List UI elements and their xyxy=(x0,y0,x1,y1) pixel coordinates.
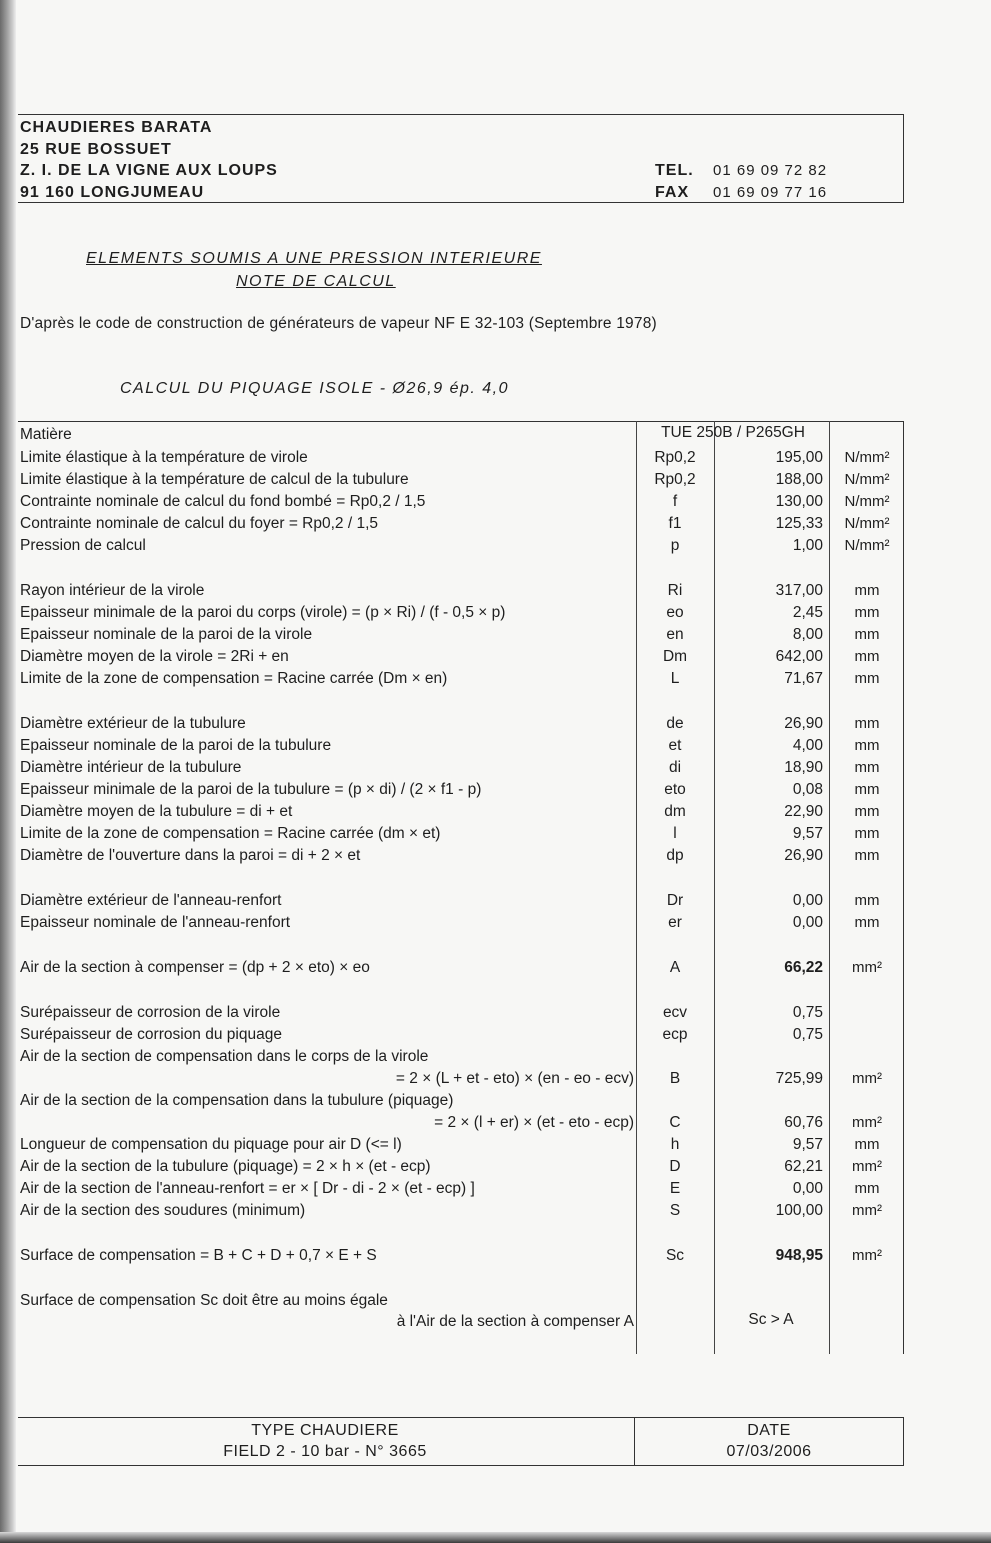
row-label: Air de la section à compenser = (dp + 2 × eto) × eo xyxy=(20,959,370,976)
row-symbol: Ri xyxy=(667,582,683,599)
document-subtitle: NOTE DE CALCUL xyxy=(236,273,396,290)
row-value: 9,57 xyxy=(792,1136,823,1153)
row-symbol: l xyxy=(673,825,677,842)
row-label: Diamètre extérieur de la tubulure xyxy=(20,715,246,732)
row-unit: N/mm² xyxy=(844,493,890,510)
row-label: Air de la section de l'anneau-renfort = er × [ Dr - di - 2 × (et - ecp) ] xyxy=(20,1180,475,1197)
fax-label: FAX xyxy=(655,184,690,201)
row-symbol: de xyxy=(666,715,684,732)
row-value: 4,00 xyxy=(792,737,823,754)
row-symbol: Sc xyxy=(665,1247,685,1264)
row-symbol: D xyxy=(669,1158,681,1175)
column-divider-unit xyxy=(829,421,830,1354)
row-unit: mm xyxy=(854,1136,880,1153)
tel-number: 01 69 09 72 82 xyxy=(713,162,828,179)
row-unit: mm xyxy=(854,648,880,665)
row-unit: N/mm² xyxy=(844,449,890,466)
row-label: Epaisseur nominale de l'anneau-renfort xyxy=(20,914,291,931)
material-value: TUE 250B / P265GH xyxy=(661,424,805,441)
row-unit: mm xyxy=(854,604,880,621)
header-top-rule xyxy=(18,114,904,115)
row-label: Limite de la zone de compensation = Racine carrée (dm × et) xyxy=(20,825,441,842)
row-label: Diamètre moyen de la tubulure = di + et xyxy=(20,803,293,820)
row-label: Air de la section de compensation dans le corps de la virole xyxy=(20,1048,429,1065)
row-symbol: er xyxy=(668,914,682,931)
row-value: 125,33 xyxy=(775,515,823,532)
row-symbol: eto xyxy=(664,781,686,798)
row-value: 1,00 xyxy=(792,537,823,554)
calculation-title: CALCUL DU PIQUAGE ISOLE - Ø26,9 ép. 4,0 xyxy=(120,380,510,397)
fax-number: 01 69 09 77 16 xyxy=(713,184,828,201)
row-label: Epaisseur minimale de la paroi de la tubulure = (p × di) / (2 × f1 - p) xyxy=(20,781,482,798)
row-symbol: B xyxy=(669,1070,681,1087)
row-unit: mm² xyxy=(852,1202,882,1219)
row-unit: mm xyxy=(854,914,880,931)
row-unit: mm xyxy=(854,737,880,754)
row-symbol: dm xyxy=(664,803,686,820)
company-street: 25 RUE BOSSUET xyxy=(20,141,172,158)
row-value: 0,75 xyxy=(792,1026,823,1043)
row-unit: mm xyxy=(854,781,880,798)
conclusion-result: Sc > A xyxy=(748,1311,794,1328)
row-value: 0,00 xyxy=(792,892,823,909)
row-unit: mm² xyxy=(852,1114,882,1131)
row-symbol: C xyxy=(669,1114,681,1131)
row-value: 195,00 xyxy=(775,449,823,466)
row-label: Rayon intérieur de la virole xyxy=(20,582,205,599)
standard-reference: D'après le code de construction de générateurs de vapeur NF E 32-103 (Septembre 1978) xyxy=(20,315,657,332)
row-unit: N/mm² xyxy=(844,515,890,532)
row-value: 60,76 xyxy=(784,1114,823,1131)
row-unit: mm xyxy=(854,670,880,687)
row-unit: mm² xyxy=(852,959,882,976)
row-unit: mm xyxy=(854,847,880,864)
row-unit: mm xyxy=(854,759,880,776)
row-value: 9,57 xyxy=(792,825,823,842)
row-value: 62,21 xyxy=(784,1158,823,1175)
row-label: Diamètre moyen de la virole = 2Ri + en xyxy=(20,648,289,665)
row-formula: = 2 × (l + er) × (et - eto - ecp) xyxy=(434,1114,634,1131)
row-value: 0,08 xyxy=(792,781,823,798)
row-label: Pression de calcul xyxy=(20,537,146,554)
page-binding-shadow xyxy=(0,0,16,1543)
row-unit: N/mm² xyxy=(844,471,890,488)
page-bottom-shadow xyxy=(0,1532,991,1543)
row-symbol: h xyxy=(670,1136,680,1153)
row-value: 8,00 xyxy=(792,626,823,643)
material-label: Matière xyxy=(20,426,72,443)
row-unit: mm xyxy=(854,1180,880,1197)
row-value: 725,99 xyxy=(775,1070,823,1087)
row-value: 100,00 xyxy=(775,1202,823,1219)
row-value: 642,00 xyxy=(775,648,823,665)
row-symbol: di xyxy=(668,759,682,776)
row-symbol: eo xyxy=(666,604,684,621)
row-value: 188,00 xyxy=(775,471,823,488)
tel-label: TEL. xyxy=(655,162,694,179)
row-symbol: p xyxy=(670,537,680,554)
row-unit: mm² xyxy=(852,1158,882,1175)
row-label: Air de la section de la tubulure (piquage) = 2 × h × (et - ecp) xyxy=(20,1158,431,1175)
row-unit: mm xyxy=(854,626,880,643)
company-city: 91 160 LONGJUMEAU xyxy=(20,184,205,201)
row-value: 22,90 xyxy=(784,803,823,820)
row-symbol: Rp0,2 xyxy=(654,471,696,488)
row-value: 0,00 xyxy=(792,914,823,931)
row-label: Epaisseur minimale de la paroi du corps (virole) = (p × Ri) / (f - 0,5 × p) xyxy=(20,604,506,621)
row-label: Longueur de compensation du piquage pour air D (<= l) xyxy=(20,1136,402,1153)
row-formula: = 2 × (L + et - eto) × (en - eo - ecv) xyxy=(395,1070,634,1087)
footer-right-border xyxy=(903,1417,904,1465)
row-unit: mm² xyxy=(852,1247,882,1264)
row-symbol: en xyxy=(666,626,684,643)
row-label: Limite élastique à la température de calcul de la tubulure xyxy=(20,471,409,488)
row-value: 66,22 xyxy=(784,959,823,976)
row-value: 0,00 xyxy=(792,1180,823,1197)
row-value: 18,90 xyxy=(784,759,823,776)
row-label: Surface de compensation = B + C + D + 0,7 × E + S xyxy=(20,1247,377,1264)
row-unit: mm xyxy=(854,892,880,909)
row-value: 948,95 xyxy=(775,1247,823,1264)
row-value: 130,00 xyxy=(775,493,823,510)
row-symbol: A xyxy=(669,959,681,976)
row-symbol: Rp0,2 xyxy=(654,449,696,466)
row-value: 71,67 xyxy=(784,670,823,687)
header-right-border xyxy=(903,114,904,202)
row-symbol: ecp xyxy=(662,1026,688,1043)
document-title: ELEMENTS SOUMIS A UNE PRESSION INTERIEURE xyxy=(86,250,542,267)
row-value: 0,75 xyxy=(792,1004,823,1021)
row-symbol: Dm xyxy=(662,648,688,665)
row-unit: mm xyxy=(854,582,880,599)
row-label: Limite élastique à la température de virole xyxy=(20,449,308,466)
company-zone: Z. I. DE LA VIGNE AUX LOUPS xyxy=(20,162,278,179)
row-label: Surépaisseur de corrosion du piquage xyxy=(20,1026,282,1043)
row-unit: mm² xyxy=(852,1070,882,1087)
row-symbol: ecv xyxy=(662,1004,688,1021)
row-unit: mm xyxy=(854,803,880,820)
row-label: Diamètre intérieur de la tubulure xyxy=(20,759,242,776)
row-label: Epaisseur nominale de la paroi de la virole xyxy=(20,626,313,643)
row-label: Surépaisseur de corrosion de la virole xyxy=(20,1004,281,1021)
row-unit: N/mm² xyxy=(844,537,890,554)
row-symbol: L xyxy=(670,670,680,687)
row-label: Air de la section des soudures (minimum) xyxy=(20,1202,306,1219)
row-label: Diamètre extérieur de l'anneau-renfort xyxy=(20,892,282,909)
boiler-type-value: FIELD 2 - 10 bar - N° 3665 xyxy=(223,1443,427,1460)
conclusion-line2: à l'Air de la section à compenser A xyxy=(396,1313,634,1330)
date-value: 07/03/2006 xyxy=(726,1443,812,1460)
row-label: Air de la section de la compensation dans la tubulure (piquage) xyxy=(20,1092,454,1109)
date-label: DATE xyxy=(747,1422,791,1439)
row-label: Limite de la zone de compensation = Racine carrée (Dm × en) xyxy=(20,670,448,687)
row-label: Epaisseur nominale de la paroi de la tubulure xyxy=(20,737,332,754)
row-label: Contrainte nominale de calcul du fond bombé = Rp0,2 / 1,5 xyxy=(20,493,426,510)
row-value: 2,45 xyxy=(792,604,823,621)
row-symbol: E xyxy=(669,1180,681,1197)
row-value: 317,00 xyxy=(775,582,823,599)
row-value: 26,90 xyxy=(784,847,823,864)
row-symbol: et xyxy=(668,737,682,754)
boiler-type-label: TYPE CHAUDIERE xyxy=(251,1422,399,1439)
row-symbol: S xyxy=(669,1202,681,1219)
row-symbol: f1 xyxy=(668,515,682,532)
row-symbol: f xyxy=(672,493,678,510)
row-unit: mm xyxy=(854,715,880,732)
footer-bottom-rule xyxy=(18,1465,904,1466)
row-label: Diamètre de l'ouverture dans la paroi = di + 2 × et xyxy=(20,847,361,864)
footer-top-rule xyxy=(18,1417,904,1418)
row-unit: mm xyxy=(854,825,880,842)
company-name: CHAUDIERES BARATA xyxy=(20,119,213,136)
row-value: 26,90 xyxy=(784,715,823,732)
row-label: Contrainte nominale de calcul du foyer = Rp0,2 / 1,5 xyxy=(20,515,379,532)
row-symbol: dp xyxy=(666,847,684,864)
row-symbol: Dr xyxy=(666,892,684,909)
conclusion-line1: Surface de compensation Sc doit être au moins égale xyxy=(20,1292,388,1309)
